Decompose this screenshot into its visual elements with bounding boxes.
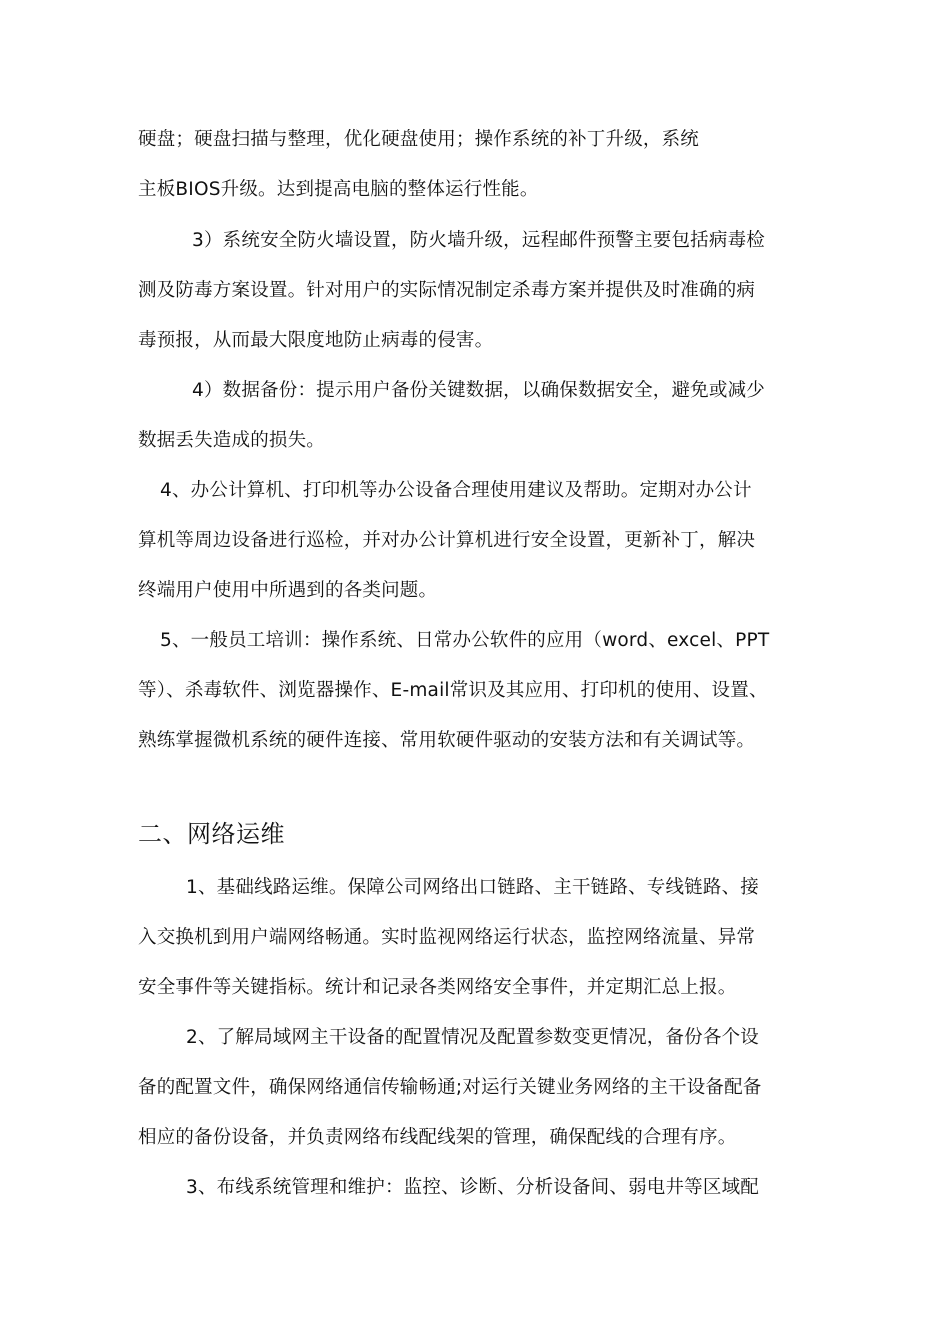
text-line: 4、办公计算机、打印机等办公设备合理使用建议及帮助。定期对办公计 xyxy=(160,480,752,501)
text-line: 安全事件等关键指标。统计和记录各类网络安全事件，并定期汇总上报。 xyxy=(138,977,737,998)
text-line: 入交换机到用户端网络畅通。实时监视网络运行状态，监控网络流量、异常 xyxy=(138,927,756,948)
text-line: 主板BIOS升级。达到提高电脑的整体运行性能。 xyxy=(138,179,539,200)
text-line: 相应的备份设备，并负责网络布线配线架的管理，确保配线的合理有序。 xyxy=(138,1127,737,1148)
text-line: 等）、杀毒软件、浏览器操作、E-mail常识及其应用、打印机的使用、设置、 xyxy=(138,680,768,701)
text-line: 终端用户使用中所遇到的各类问题。 xyxy=(138,580,438,601)
text-line: 备的配置文件，确保网络通信传输畅通;对运行关键业务网络的主干设备配备 xyxy=(138,1077,762,1098)
text-line: 2、了解局域网主干设备的配置情况及配置参数变更情况，备份各个设 xyxy=(186,1027,759,1048)
text-line: 熟练掌握微机系统的硬件连接、常用软硬件驱动的安装方法和有关调试等。 xyxy=(138,730,756,751)
text-line: 4）数据备份：提示用户备份关键数据，以确保数据安全，避免或减少 xyxy=(192,380,765,401)
text-line: 算机等周边设备进行巡检，并对办公计算机进行安全设置，更新补丁，解决 xyxy=(138,530,756,551)
text-line: 测及防毒方案设置。针对用户的实际情况制定杀毒方案并提供及时准确的病 xyxy=(138,280,756,301)
text-line: 1、基础线路运维。保障公司网络出口链路、主干链路、专线链路、接 xyxy=(186,877,759,898)
text-line: 5、一般员工培训：操作系统、日常办公软件的应用（word、excel、PPT xyxy=(160,630,770,651)
section-heading: 二、网络运维 xyxy=(138,820,285,848)
text-line: 毒预报，从而最大限度地防止病毒的侵害。 xyxy=(138,330,494,351)
text-line: 3）系统安全防火墙设置，防火墙升级，远程邮件预警主要包括病毒检 xyxy=(192,230,765,251)
text-line: 数据丢失造成的损失。 xyxy=(138,430,326,451)
text-line: 硬盘；硬盘扫描与整理，优化硬盘使用；操作系统的补丁升级，系统 xyxy=(138,129,700,150)
text-line: 3、布线系统管理和维护：监控、诊断、分析设备间、弱电井等区域配 xyxy=(186,1177,759,1198)
